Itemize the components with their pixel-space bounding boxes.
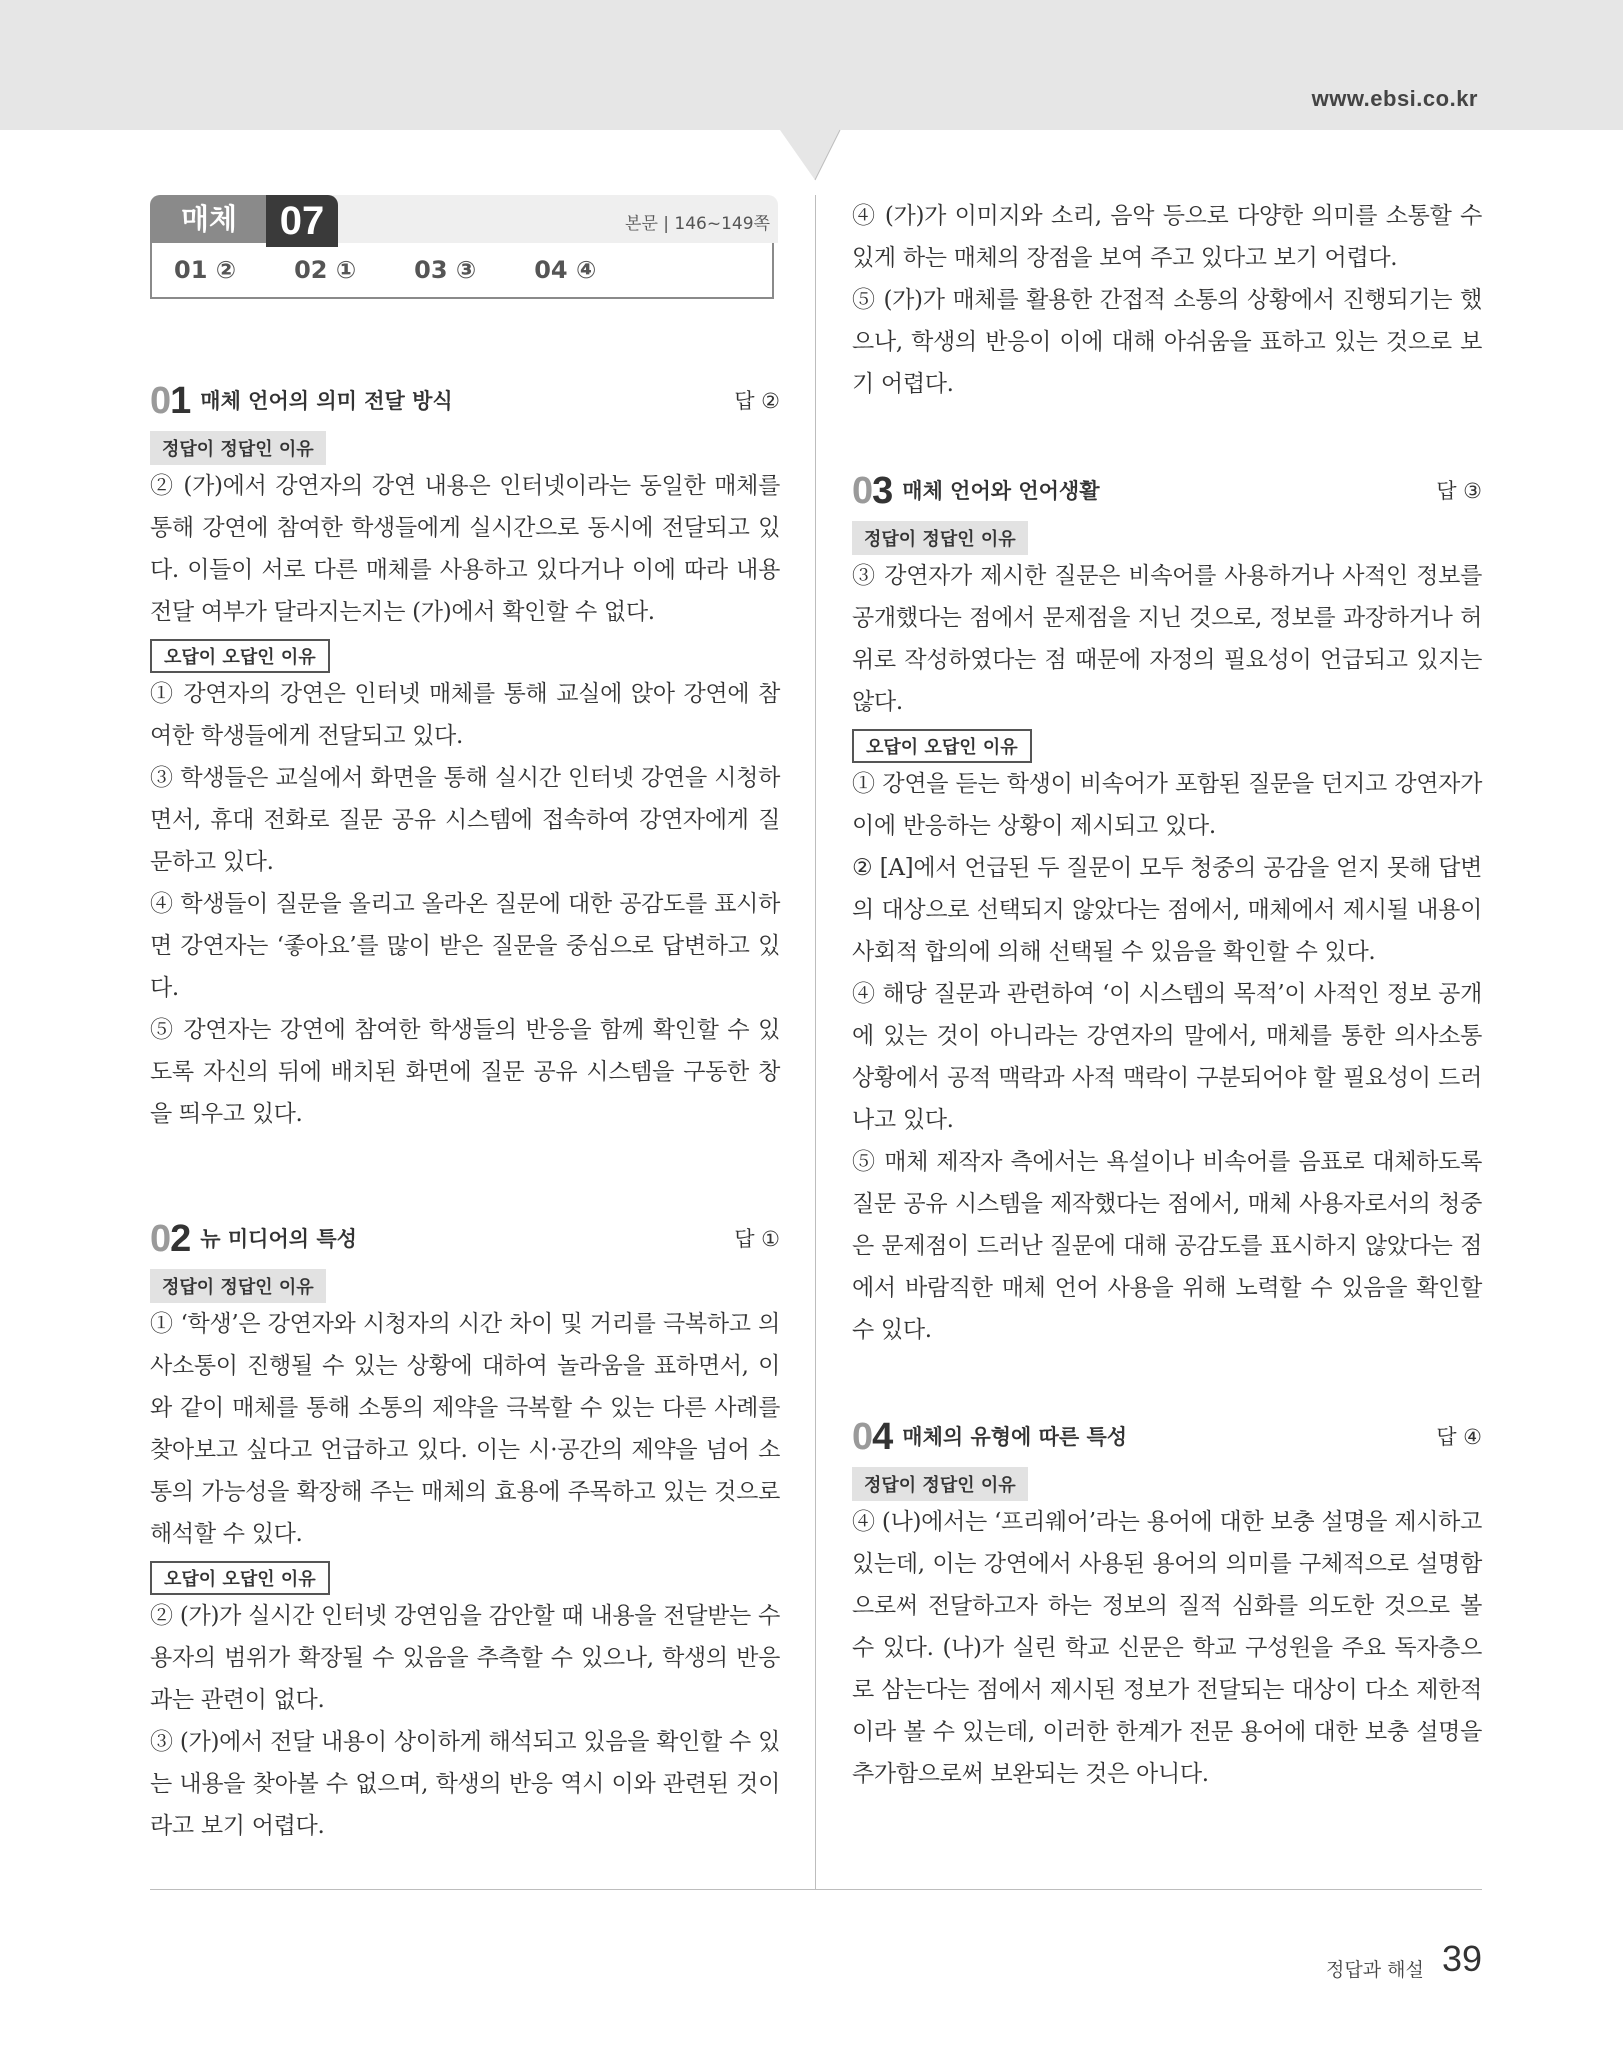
question-answer: 답 ③ (1436, 479, 1482, 503)
explanation-paragraph: ⑤ (가)가 매체를 활용한 간접적 소통의 상황에서 진행되기는 했으나, 학생의 반응이 이에 대해 아쉬움을 표하고 있는 것으로 보기 어렵다. (852, 287, 1482, 397)
answer-summary (150, 243, 774, 299)
wrong-reason-label: 오답이 오답인 이유 (150, 1561, 330, 1595)
wrong-reason-label: 오답이 오답인 이유 (852, 729, 1032, 763)
chapter-reference: 본문 | 146~149쪽 (625, 214, 770, 234)
explanation-paragraph: ④ 학생들이 질문을 올리고 올라온 질문에 대한 공감도를 표시하면 강연자는 ‘좋아요’를 많이 받은 질문을 중심으로 답변하고 있다. (150, 891, 780, 1001)
correct-reason-label: 정답이 정답인 이유 (852, 521, 1028, 555)
explanation-paragraph: ② (가)에서 강연자의 강연 내용은 인터넷이라는 동일한 매체를 통해 강연에 참여한 학생들에게 실시간으로 동시에 전달되고 있다. 이들이 서로 다른 매체를 사용하고 있다거나 이에 따라 내용 전달 여부가 달라지는지는 (가)에서 확인할 수 없다. (150, 473, 780, 625)
answer-item: 01 ② (174, 256, 237, 284)
question-4 (852, 1411, 1482, 1795)
right-column (852, 195, 1482, 1795)
question-title: 매체 언어의 의미 전달 방식 (200, 389, 453, 413)
question-title: 뉴 미디어의 특성 (200, 1227, 357, 1251)
chapter-box (150, 195, 778, 305)
footer-divider (150, 1889, 1482, 1890)
chapter-number: 07 (266, 195, 338, 247)
question-answer: 답 ④ (1436, 1425, 1482, 1449)
explanation-paragraph: ④ (가)가 이미지와 소리, 음악 등으로 다양한 의미를 소통할 수 있게 하는 매체의 장점을 보여 주고 있다고 보기 어렵다. (852, 203, 1482, 271)
explanation-paragraph: ③ 학생들은 교실에서 화면을 통해 실시간 인터넷 강연을 시청하면서, 휴대 전화로 질문 공유 시스템에 접속하여 강연자에게 질문하고 있다. (150, 765, 780, 875)
question-answer: 답 ① (734, 1227, 780, 1251)
question-header (150, 375, 780, 421)
explanation-paragraph: ① 강연을 듣는 학생이 비속어가 포함된 질문을 던지고 강연자가 이에 반응하는 상황이 제시되고 있다. (852, 771, 1482, 839)
question-number: 04 (852, 1416, 893, 1458)
question-header (852, 1411, 1482, 1457)
correct-reason-label: 정답이 정답인 이유 (150, 1269, 326, 1303)
question-header (852, 465, 1482, 511)
explanation-paragraph: ① 강연자의 강연은 인터넷 매체를 통해 교실에 앉아 강연에 참여한 학생들에게 전달되고 있다. (150, 681, 780, 749)
explanation-paragraph: ④ (나)에서는 ‘프리웨어’라는 용어에 대한 보충 설명을 제시하고 있는데, 이는 강연에서 사용된 용어의 의미를 구체적으로 설명함으로써 전달하고자 하는 정보의 질적 심화를 의도한 것으로 볼 수 있다. (나)가 실린 학교 신문은 학교 구성원을 주요 독자층으로 삼는다는 점에서 제시된 정보가 전달되는 대상이 다소 제한적이라 볼 수 있는데, 이러한 한계가 전문 용어에 대한 보충 설명을 추가함으로써 보완되는 것은 아니다. (852, 1509, 1482, 1787)
answer-item: 02 ① (294, 256, 357, 284)
question-number: 01 (150, 380, 191, 422)
question-header (150, 1213, 780, 1259)
correct-reason-label: 정답이 정답인 이유 (150, 431, 326, 465)
site-url: www.ebsi.co.kr (1311, 86, 1478, 111)
answer-item: 04 ④ (534, 256, 597, 284)
question-3 (852, 465, 1482, 1351)
explanation-paragraph: ① ‘학생’은 강연자와 시청자의 시간 차이 및 거리를 극복하고 의사소통이 진행될 수 있는 상황에 대하여 놀라움을 표하면서, 이와 같이 매체를 통해 소통의 제약을 극복할 수 있는 다른 사례를 찾아보고 싶다고 언급하고 있다. 이는 시·공간의 제약을 넘어 소통의 가능성을 확장해 주는 매체의 효용에 주목하고 있는 것으로 해석할 수 있다. (150, 1311, 780, 1547)
explanation-paragraph: ⑤ 매체 제작자 측에서는 욕설이나 비속어를 음표로 대체하도록 질문 공유 시스템을 제작했다는 점에서, 매체 사용자로서의 청중은 문제점이 드러난 질문에 대해 공감도를 표시하지 않았다는 점에서 바람직한 매체 언어 사용을 위해 노력할 수 있음을 확인할 수 있다. (852, 1149, 1482, 1343)
footer-label: 정답과 해설 (1326, 1959, 1424, 1981)
chapter-tab-label: 매체 (150, 195, 268, 243)
explanation-paragraph: ④ 해당 질문과 관련하여 ‘이 시스템의 목적’이 사적인 정보 공개에 있는 것이 아니라는 강연자의 말에서, 매체를 통한 의사소통 상황에서 공적 맥락과 사적 맥락이 구분되어야 할 필요성이 드러나고 있다. (852, 981, 1482, 1133)
question-number: 02 (150, 1218, 191, 1260)
explanation-paragraph: ③ (가)에서 전달 내용이 상이하게 해석되고 있음을 확인할 수 있는 내용을 찾아볼 수 없으며, 학생의 반응 역시 이와 관련된 것이라고 보기 어렵다. (150, 1729, 780, 1839)
left-column (150, 195, 780, 1847)
question-1 (150, 375, 780, 1135)
column-divider (815, 195, 816, 1890)
question-answer: 답 ② (734, 389, 780, 413)
question-title: 매체 언어와 언어생활 (902, 479, 1100, 503)
wrong-reason-label: 오답이 오답인 이유 (150, 639, 330, 673)
answer-item: 03 ③ (414, 256, 477, 284)
question-number: 03 (852, 470, 893, 512)
explanation-paragraph: ⑤ 강연자는 강연에 참여한 학생들의 반응을 함께 확인할 수 있도록 자신의 뒤에 배치된 화면에 질문 공유 시스템을 구동한 창을 띄우고 있다. (150, 1017, 780, 1127)
explanation-paragraph: ② (가)가 실시간 인터넷 강연임을 감안할 때 내용을 전달받는 수용자의 범위가 확장될 수 있음을 추측할 수 있으나, 학생의 반응과는 관련이 없다. (150, 1603, 780, 1713)
page-number: 39 (1442, 1938, 1483, 1979)
explanation-paragraph: ③ 강연자가 제시한 질문은 비속어를 사용하거나 사적인 정보를 공개했다는 점에서 문제점을 지닌 것으로, 정보를 과장하거나 허위로 작성하였다는 점 때문에 자정의 필요성이 언급되고 있지는 않다. (852, 563, 1482, 715)
explanation-paragraph: ② [A]에서 언급된 두 질문이 모두 청중의 공감을 얻지 못해 답변의 대상으로 선택되지 않았다는 점에서, 매체에서 제시될 내용이 사회적 합의에 의해 선택될 수 있음을 확인할 수 있다. (852, 855, 1482, 965)
correct-reason-label: 정답이 정답인 이유 (852, 1467, 1028, 1501)
question-title: 매체의 유형에 따른 특성 (902, 1425, 1128, 1449)
question-2 (150, 1213, 780, 1847)
